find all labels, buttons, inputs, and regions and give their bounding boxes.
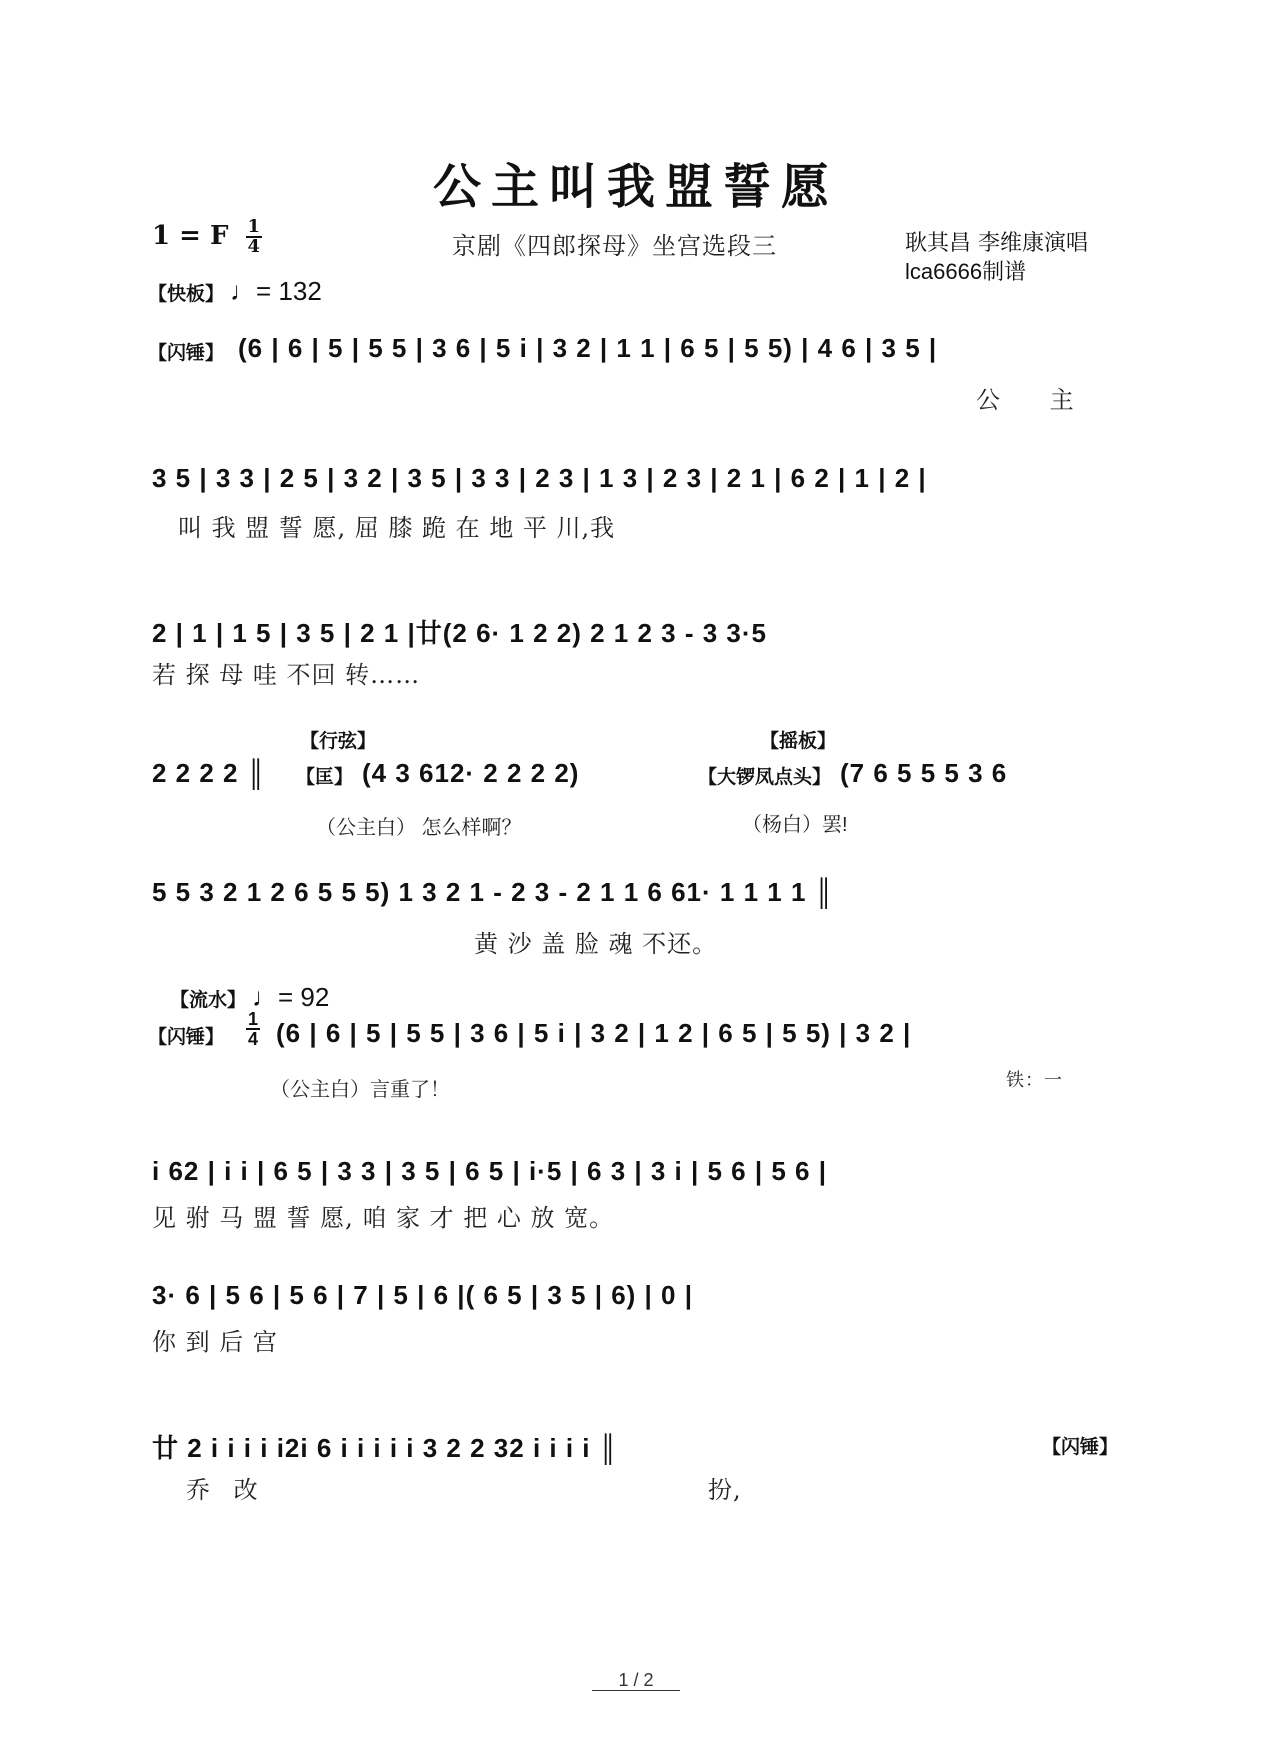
notation-line-4: 2 2 2 2 ║ <box>152 758 267 788</box>
notation-line-6: (6 | 6 | 5 | 5 5 | 3 6 | 5 i | 3 2 | 1 2 | 6 5 | 5 5) | 3 2 | <box>276 1018 912 1048</box>
lyric-line-8: 你 到 后 宫 <box>152 1328 278 1356</box>
tempo-label: 【快板】 <box>148 284 225 305</box>
lyric-line-2: 叫 我 盟 誓 愿, 屈 膝 跪 在 地 平 川,我 <box>178 514 616 542</box>
key-signature <box>152 218 262 256</box>
xingxian-label: 【行弦】 <box>300 731 377 752</box>
lyric-line-9b: 扮, <box>708 1476 742 1504</box>
performers: 耿其昌 李维康演唱 <box>905 231 1088 256</box>
notation-line-5: 5 5 3 2 1 2 6 5 5 5) 1 3 2 1 - 2 3 - 2 1 1 6 61· 1 1 1 1 ║ <box>152 877 835 907</box>
notation-line-7: i 62 | i i | 6 5 | 3 3 | 3 5 | 6 5 | i·5 | 6 3 | 3 i | 5 6 | 5 6 | <box>152 1156 828 1186</box>
notation-line-3: 2 | 1 | 1 5 | 3 5 | 2 1 |廿(2 6· 1 2 2) 2 1 2 3 - 3 3·5 <box>152 618 768 648</box>
time-signature <box>246 218 263 256</box>
lyric-line-1: 公 主 <box>976 386 1075 414</box>
time-signature-inline <box>246 1010 260 1048</box>
section-label: 【闪锤】 <box>148 343 225 364</box>
tempo-label: 【流水】 <box>170 990 247 1011</box>
notation-line-4c: (7 6 5 5 5 3 6 <box>840 758 1008 788</box>
spoken-line-4a: （公主白） 怎么样啊？ <box>316 817 522 839</box>
lyric-line-9a: 乔 改 <box>186 1476 259 1504</box>
kuang-label: 【匡】 <box>296 767 354 788</box>
time-denominator: 4 <box>248 1029 259 1049</box>
time-numerator: 1 <box>248 1009 259 1029</box>
daluo-label: 【大锣凤点头】 <box>698 767 832 788</box>
key-label: 1 = F <box>152 221 229 251</box>
lyric-line-5: 黄 沙 盖 脸 魂 不还。 <box>474 930 718 958</box>
page-number-text: 1 / 2 <box>592 1670 679 1691</box>
lyric-line-7: 见 驸 马 盟 誓 愿, 咱 家 才 把 心 放 宽。 <box>152 1204 615 1232</box>
lyric-line-6: 铁：一 <box>1006 1070 1063 1091</box>
time-signature-2 <box>246 1010 260 1048</box>
spoken-line-4b: （杨白）罢! <box>742 814 848 836</box>
time-numerator: 1 <box>247 216 261 237</box>
section-label-end: 【闪锤】 <box>1042 1437 1119 1458</box>
spoken-line-6: （公主白）言重了！ <box>270 1079 450 1101</box>
tempo-marking-1 <box>148 276 322 307</box>
notation-line-1: (6 | 6 | 5 | 5 5 | 3 6 | 5 i | 3 2 | 1 1 | 6 5 | 5 5) | 4 6 | 3 5 | <box>238 333 938 363</box>
subtitle: 京剧《四郎探母》坐宫选段三 <box>452 232 777 260</box>
tempo-value: ♩= 132 <box>230 276 322 306</box>
notation-line-4b: (4 3 612· 2 2 2 2) <box>362 758 580 788</box>
section-label-2: 【闪锤】 <box>148 1027 225 1048</box>
notation-line-9: 廿 2 i i i i i2i 6 i i i i i 3 2 2 32 i i i i ║ <box>152 1433 619 1463</box>
lyric-line-3: 若 探 母 哇 不回 转…… <box>152 661 421 689</box>
notation-line-8: 3· 6 | 5 6 | 5 6 | 7 | 5 | 6 |( 6 5 | 3 5 | 6) | 0 | <box>152 1280 693 1310</box>
tempo-value: ♩= 92 <box>252 982 330 1012</box>
transcriber: lca6666制谱 <box>905 259 1027 284</box>
notation-line-2: 3 5 | 3 3 | 2 5 | 3 2 | 3 5 | 3 3 | 2 3 | 1 3 | 2 3 | 2 1 | 6 2 | 1 | 2 | <box>152 463 927 493</box>
yaoban-label: 【摇板】 <box>760 731 837 752</box>
page-title: 公主叫我盟誓愿 <box>432 159 839 215</box>
page-number <box>0 1670 1272 1691</box>
time-denominator: 4 <box>247 236 261 257</box>
